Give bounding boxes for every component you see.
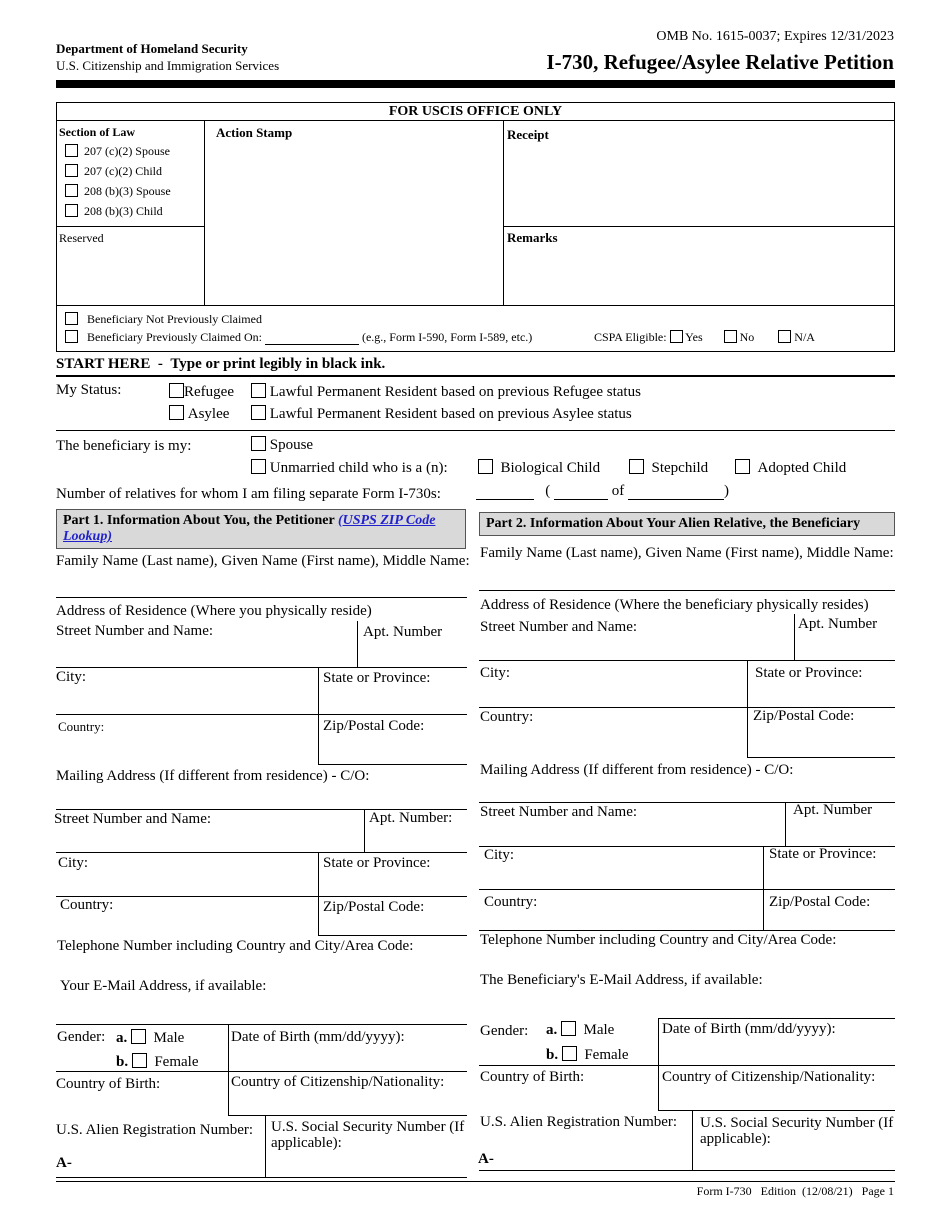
p1-street-label: Street Number and Name: (56, 623, 214, 639)
section-207c2-spouse[interactable]: 207 (c)(2) Spouse (65, 144, 170, 159)
p2-phone-label: Telephone Number including Country and City/Area Code: (480, 932, 837, 948)
p2-apt-label: Apt. Number (798, 616, 878, 632)
p2-a-prefix: A- (478, 1151, 494, 1167)
p2-ssn-label: U.S. Social Security Number (If applicable): (700, 1115, 894, 1147)
department-name: Department of Homeland Security (56, 41, 248, 56)
rel-unmarried-child[interactable]: Unmarried child who is a (n): (251, 459, 448, 477)
p1-zip-input[interactable] (319, 738, 466, 762)
checkbox[interactable] (251, 459, 266, 474)
p1-ssn-label: U.S. Social Security Number (If applicable): (271, 1119, 465, 1151)
p2-cob-label: Country of Birth: (480, 1069, 585, 1085)
p2-coc-label: Country of Citizenship/Nationality: (662, 1069, 876, 1085)
cspa-yes-checkbox[interactable] (670, 330, 683, 343)
p1-phone-label: Telephone Number including Country and City/Area Code: (57, 938, 414, 954)
p1-state-label: State or Province: (323, 670, 431, 686)
status-lpr-asylee[interactable]: Lawful Permanent Resident based on previous Asylee status (251, 405, 632, 423)
cspa-na-checkbox[interactable] (778, 330, 791, 343)
header-rule (56, 80, 895, 88)
checkbox[interactable] (251, 383, 266, 398)
relatives-total-field[interactable] (628, 499, 724, 500)
cspa-no-checkbox[interactable] (724, 330, 737, 343)
status-asylee[interactable]: Asylee (169, 405, 229, 423)
relatives-count: ( of ) (476, 483, 729, 500)
p2-m-apt-label: Apt. Number (793, 802, 873, 818)
rel-spouse[interactable]: Spouse (251, 436, 313, 454)
p2-dob-input[interactable] (659, 1040, 894, 1064)
omb-number: OMB No. 1615-0037; Expires 12/31/2023 (656, 29, 894, 44)
p2-email-label: The Beneficiary's E-Mail Address, if available: (480, 972, 763, 988)
p1-cob-input[interactable] (56, 1094, 227, 1114)
reserved-label: Reserved (59, 231, 104, 245)
checkbox[interactable] (562, 1046, 577, 1061)
p1-m-street-input[interactable] (56, 830, 364, 852)
p1-street-input[interactable] (56, 642, 356, 666)
p2-country-label: Country: (480, 709, 534, 725)
p2-street-input[interactable] (479, 638, 793, 660)
p2-m-street-input[interactable] (479, 823, 784, 845)
p1-country-input[interactable] (56, 738, 318, 762)
checkbox[interactable] (65, 312, 78, 325)
p1-address-heading: Address of Residence (Where you physically reside) (56, 603, 372, 619)
checkbox[interactable] (735, 459, 750, 474)
remarks-label: Remarks (507, 230, 558, 245)
rel-stepchild[interactable]: Stepchild (629, 459, 708, 477)
p1-dob-input[interactable] (229, 1048, 466, 1070)
p2-m-zip-label: Zip/Postal Code: (769, 894, 871, 910)
p1-alien-input[interactable] (76, 1148, 263, 1174)
p1-m-state-label: State or Province: (323, 855, 431, 871)
p2-cob-input[interactable] (479, 1088, 657, 1109)
p2-m-country-label: Country: (484, 894, 538, 910)
checkbox[interactable] (169, 383, 184, 398)
p1-dob-label: Date of Birth (mm/dd/yyyy): (231, 1029, 405, 1045)
p1-m-apt-input[interactable] (365, 830, 466, 852)
previously-claimed-on[interactable]: Beneficiary Previously Claimed On: (e.g., Form I-590, Form I-589, etc.) (65, 330, 532, 345)
p1-country-label: Country: (58, 719, 105, 734)
p1-gender-label: Gender: (57, 1029, 106, 1045)
p1-ssn-input[interactable] (266, 1152, 466, 1176)
p1-m-country-input[interactable] (56, 915, 318, 935)
p1-phone-input[interactable] (56, 957, 467, 975)
checkbox[interactable] (561, 1021, 576, 1036)
p2-m-apt-input[interactable] (786, 823, 894, 845)
checkbox[interactable] (251, 405, 266, 420)
p2-m-zip-input[interactable] (764, 912, 894, 930)
relatives-count-label: Number of relatives for whom I am filing separate Form I-730s: (56, 486, 441, 502)
p1-coc-label: Country of Citizenship/Nationality: (231, 1074, 445, 1090)
p2-m-city-input[interactable] (479, 866, 762, 888)
part2-header: Part 2. Information About Your Alien Relative, the Beneficiary (479, 512, 895, 536)
p1-m-city-label: City: (58, 855, 89, 871)
p1-city-input[interactable] (56, 688, 318, 712)
section-of-law-label: Section of Law (59, 125, 135, 139)
p1-city-label: City: (56, 669, 87, 685)
relatives-count-field[interactable] (476, 499, 534, 500)
cspa-eligible: CSPA Eligible: Yes No N/A (594, 330, 815, 344)
p1-m-country-label: Country: (60, 897, 114, 913)
p1-coc-input[interactable] (229, 1094, 466, 1114)
p2-address-heading: Address of Residence (Where the beneficiary physically resides) (480, 597, 869, 613)
p2-mailing-co-input[interactable] (479, 781, 895, 801)
action-stamp-label: Action Stamp (216, 125, 293, 140)
section-207c2-child[interactable]: 207 (c)(2) Child (65, 164, 162, 179)
p1-email-input[interactable] (56, 997, 467, 1023)
p2-phone-input[interactable] (479, 951, 895, 969)
p2-m-country-input[interactable] (479, 912, 762, 930)
p1-name-input[interactable] (56, 572, 467, 596)
p1-mailing-label: Mailing Address (If different from residence) - C/O: (56, 768, 370, 784)
p2-m-state-input[interactable] (764, 866, 894, 888)
p2-ssn-input[interactable] (693, 1146, 894, 1169)
p1-m-zip-input[interactable] (319, 915, 466, 935)
p2-gender-label: Gender: (480, 1023, 529, 1039)
p1-m-zip-label: Zip/Postal Code: (323, 899, 425, 915)
p2-alien-input[interactable] (498, 1142, 690, 1168)
p2-street-label: Street Number and Name: (480, 619, 638, 635)
p2-mailing-label: Mailing Address (If different from residence) - C/O: (480, 762, 794, 778)
p2-city-input[interactable] (479, 684, 746, 706)
p2-country-input[interactable] (479, 729, 746, 755)
not-previously-claimed[interactable]: Beneficiary Not Previously Claimed (65, 312, 262, 327)
checkbox[interactable] (169, 405, 184, 420)
p1-m-state-input[interactable] (319, 874, 466, 896)
rel-adopted-child[interactable]: Adopted Child (735, 459, 846, 477)
p1-gender-male[interactable]: a. Male (116, 1030, 185, 1046)
p1-email-label: Your E-Mail Address, if available: (60, 978, 267, 994)
checkbox[interactable] (65, 204, 78, 217)
section-208b3-spouse[interactable]: 208 (b)(3) Spouse (65, 184, 171, 199)
agency-name: U.S. Citizenship and Immigration Services (56, 58, 280, 73)
p2-apt-input[interactable] (795, 638, 894, 660)
checkbox[interactable] (629, 459, 644, 474)
checkbox[interactable] (65, 144, 78, 157)
footer-edition: Form I-730 Edition (12/08/21) Page 1 (696, 1184, 894, 1198)
p2-m-state-label: State or Province: (769, 846, 877, 862)
checkbox[interactable] (251, 436, 266, 451)
p1-apt-label: Apt. Number (363, 624, 443, 640)
status-lpr-refugee[interactable]: Lawful Permanent Resident based on previous Refugee status (251, 383, 641, 401)
relatives-number-field[interactable] (554, 499, 608, 500)
p2-name-label: Family Name (Last name), Given Name (First name), Middle Name: (480, 545, 894, 561)
checkbox[interactable] (131, 1029, 146, 1044)
checkbox[interactable] (65, 330, 78, 343)
office-use-title: FOR USCIS OFFICE ONLY (388, 104, 563, 119)
p1-gender-female[interactable]: b. Female (116, 1054, 199, 1070)
p2-state-input[interactable] (748, 684, 894, 706)
beneficiary-is-my-label: The beneficiary is my: (56, 438, 192, 454)
p2-state-label: State or Province: (755, 665, 863, 681)
p2-alien-label: U.S. Alien Registration Number: (480, 1114, 678, 1130)
p2-city-label: City: (480, 665, 511, 681)
my-status-label: My Status: (56, 382, 122, 398)
status-refugee[interactable]: Refugee (169, 383, 234, 401)
p1-apt-input[interactable] (358, 642, 466, 666)
p1-alien-label: U.S. Alien Registration Number: (56, 1122, 254, 1138)
checkbox[interactable] (478, 459, 493, 474)
p1-state-input[interactable] (319, 688, 466, 712)
p2-m-city-label: City: (484, 847, 515, 863)
p2-email-input[interactable] (479, 991, 895, 1017)
rel-biological-child[interactable]: Biological Child (478, 459, 600, 477)
checkbox[interactable] (65, 164, 78, 177)
p1-cob-label: Country of Birth: (56, 1076, 161, 1092)
p1-zip-label: Zip/Postal Code: (323, 718, 425, 734)
form-title: I-730, Refugee/Asylee Relative Petition (546, 50, 894, 74)
checkbox[interactable] (132, 1053, 147, 1068)
p1-m-street-label: Street Number and Name: (54, 811, 212, 827)
p1-a-prefix: A- (56, 1155, 72, 1171)
p2-name-input[interactable] (479, 565, 895, 589)
p1-mailing-co-input[interactable] (56, 787, 467, 809)
previously-claimed-field[interactable] (265, 344, 359, 345)
start-here: START HERE - Type or print legibly in black ink. (56, 356, 386, 372)
p2-gender-female[interactable]: b. Female (546, 1047, 629, 1063)
checkbox[interactable] (65, 184, 78, 197)
p2-dob-label: Date of Birth (mm/dd/yyyy): (662, 1021, 836, 1037)
p2-zip-input[interactable] (748, 729, 894, 755)
section-208b3-child[interactable]: 208 (b)(3) Child (65, 204, 163, 219)
p2-zip-label: Zip/Postal Code: (753, 708, 855, 724)
p2-gender-male[interactable]: a. Male (546, 1022, 615, 1038)
part1-header: Part 1. Information About You, the Petitioner (USPS ZIP Code Lookup) (56, 509, 466, 549)
receipt-label: Receipt (507, 127, 549, 142)
p2-m-street-label: Street Number and Name: (480, 804, 638, 820)
p2-coc-input[interactable] (659, 1088, 894, 1109)
usps-zip-lookup-link[interactable]: (USPS ZIP Code Lookup) (63, 513, 436, 544)
p1-m-apt-label: Apt. Number: (369, 810, 453, 826)
p1-m-city-input[interactable] (56, 874, 318, 896)
p1-name-label: Family Name (Last name), Given Name (First name), Middle Name: (56, 553, 470, 569)
